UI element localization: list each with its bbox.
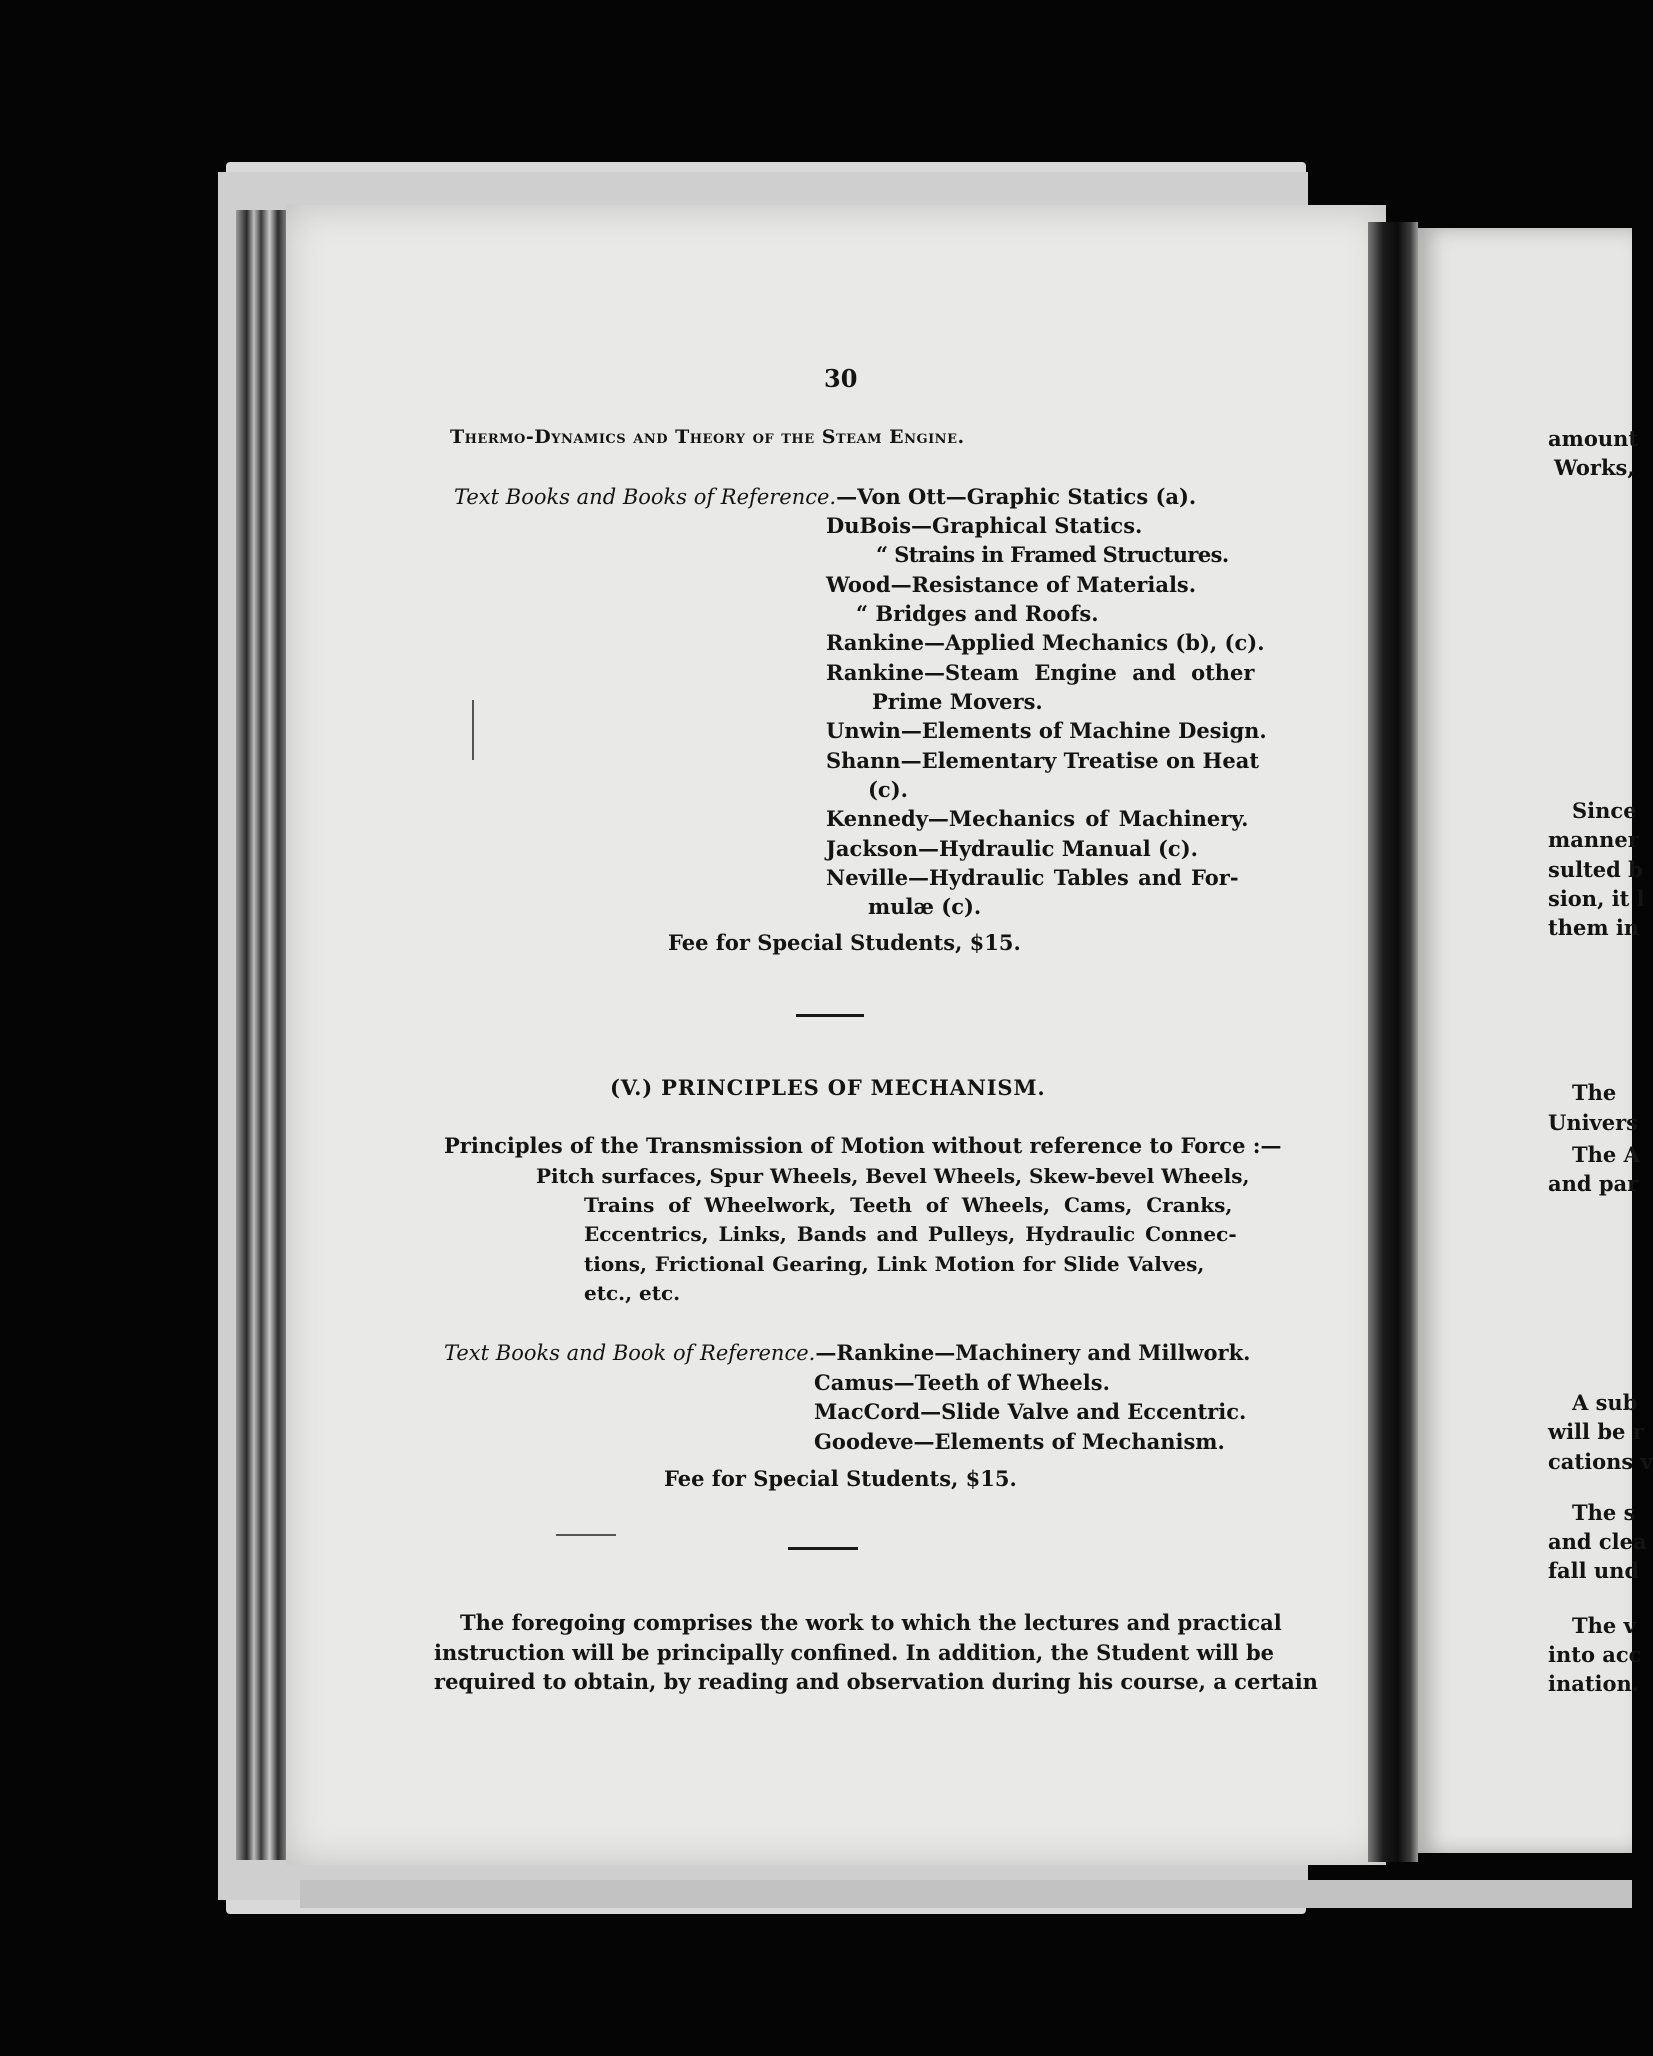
- section-heading-mechanism: (V.) PRINCIPLES OF MECHANISM.: [610, 1075, 1046, 1100]
- special-student-fee: Fee for Special Students, $15.: [668, 930, 1021, 955]
- right-page-fragment: fall und: [1548, 1558, 1640, 1583]
- margin-mark: [472, 700, 474, 760]
- reference-item: Unwin—Elements of Machine Design.: [826, 718, 1267, 743]
- reference-item: “ Strains in Framed Structures.: [876, 542, 1229, 567]
- mechanism-references-first: [444, 1340, 1250, 1366]
- page-number: 30: [824, 364, 858, 393]
- section-divider: [788, 1547, 858, 1550]
- section-divider: [796, 1014, 864, 1017]
- reference-item: Shann—Elementary Treatise on Heat: [826, 748, 1260, 773]
- right-page-fragment: A sub: [1572, 1390, 1638, 1415]
- mechanism-intro: Principles of the Transmission of Motion without reference to Force :—: [444, 1133, 1282, 1158]
- right-page-fragment: and clea: [1548, 1529, 1647, 1554]
- mechanism-topic-line: Trains of Wheelwork, Teeth of Wheels, Cams, Cranks,: [584, 1193, 1233, 1217]
- right-page-fragment: into acc: [1548, 1642, 1642, 1667]
- closing-paragraph-line: required to obtain, by reading and observation during his course, a certain: [434, 1669, 1318, 1694]
- references-label: Text Books and Books of Reference.: [454, 485, 837, 509]
- mechanism-topic-line: tions, Frictional Gearing, Link Motion for Slide Valves,: [584, 1252, 1205, 1276]
- right-page-fragment: The s: [1572, 1500, 1636, 1525]
- reference-item: Camus—Teeth of Wheels.: [814, 1370, 1110, 1395]
- right-page-fragment: amount: [1548, 426, 1639, 451]
- reference-item: Prime Movers.: [872, 689, 1043, 714]
- right-page-fragment: cations v: [1548, 1449, 1653, 1474]
- reference-item: Goodeve—Elements of Mechanism.: [814, 1429, 1225, 1454]
- reference-item: Kennedy—Mechanics of Machinery.: [826, 806, 1249, 831]
- reference-item: (c).: [868, 777, 908, 802]
- right-page-fragment: The A: [1572, 1142, 1640, 1167]
- right-page-fragment: sulted b: [1548, 857, 1643, 882]
- section-heading-thermo: Thermo-Dynamics and Theory of the Steam Engine.: [450, 426, 965, 448]
- reference-item: DuBois—Graphical Statics.: [826, 513, 1143, 538]
- mechanism-topic-line: Pitch surfaces, Spur Wheels, Bevel Wheels, Skew-bevel Wheels,: [536, 1164, 1250, 1188]
- reference-item: mulæ (c).: [868, 894, 982, 919]
- reference-item: Rankine—Applied Mechanics (b), (c).: [826, 630, 1265, 655]
- right-page-fragment: manner: [1548, 827, 1639, 852]
- reference-item: Neville—Hydraulic Tables and For-: [826, 865, 1239, 890]
- mechanism-topic-line: etc., etc.: [584, 1281, 681, 1305]
- book-gutter: [1368, 222, 1418, 1862]
- reference-item: “ Bridges and Roofs.: [856, 601, 1099, 626]
- right-page-fragment: Works,: [1554, 455, 1635, 480]
- right-page-fragment: sion, it l: [1548, 886, 1645, 911]
- right-page-fragment: Since: [1572, 798, 1637, 823]
- right-page-fragment: ination.: [1548, 1671, 1640, 1696]
- right-page-fragment: The: [1572, 1080, 1617, 1105]
- mechanism-topic-line: Eccentrics, Links, Bands and Pulleys, Hydraulic Connec-: [584, 1222, 1237, 1246]
- right-page-fragment: will be r: [1548, 1419, 1644, 1444]
- right-page-fragment: them in: [1548, 915, 1640, 940]
- right-page-fragment: Univers: [1548, 1110, 1639, 1135]
- reference-item: Wood—Resistance of Materials.: [826, 572, 1197, 597]
- right-page-fragment: The v: [1572, 1613, 1636, 1638]
- margin-dash: [556, 1534, 616, 1536]
- closing-paragraph-line: instruction will be principally confined. In addition, the Student will be: [434, 1640, 1274, 1665]
- reference-item: Jackson—Hydraulic Manual (c).: [826, 836, 1198, 861]
- right-page-fragment: and par: [1548, 1171, 1639, 1196]
- references-label: Text Books and Book of Reference.: [444, 1341, 816, 1365]
- special-student-fee: Fee for Special Students, $15.: [664, 1466, 1017, 1491]
- reference-item: —Rankine—Machinery and Millwork.: [815, 1340, 1251, 1365]
- bottom-page-edge: [300, 1880, 1632, 1908]
- thermo-references-first: [454, 484, 1196, 510]
- reference-item: —Von Ott—Graphic Statics (a).: [836, 484, 1197, 509]
- reference-item: MacCord—Slide Valve and Eccentric.: [814, 1399, 1247, 1424]
- reference-item: Rankine—Steam Engine and other: [826, 660, 1255, 685]
- closing-paragraph-line: The foregoing comprises the work to which the lectures and practical: [460, 1610, 1282, 1635]
